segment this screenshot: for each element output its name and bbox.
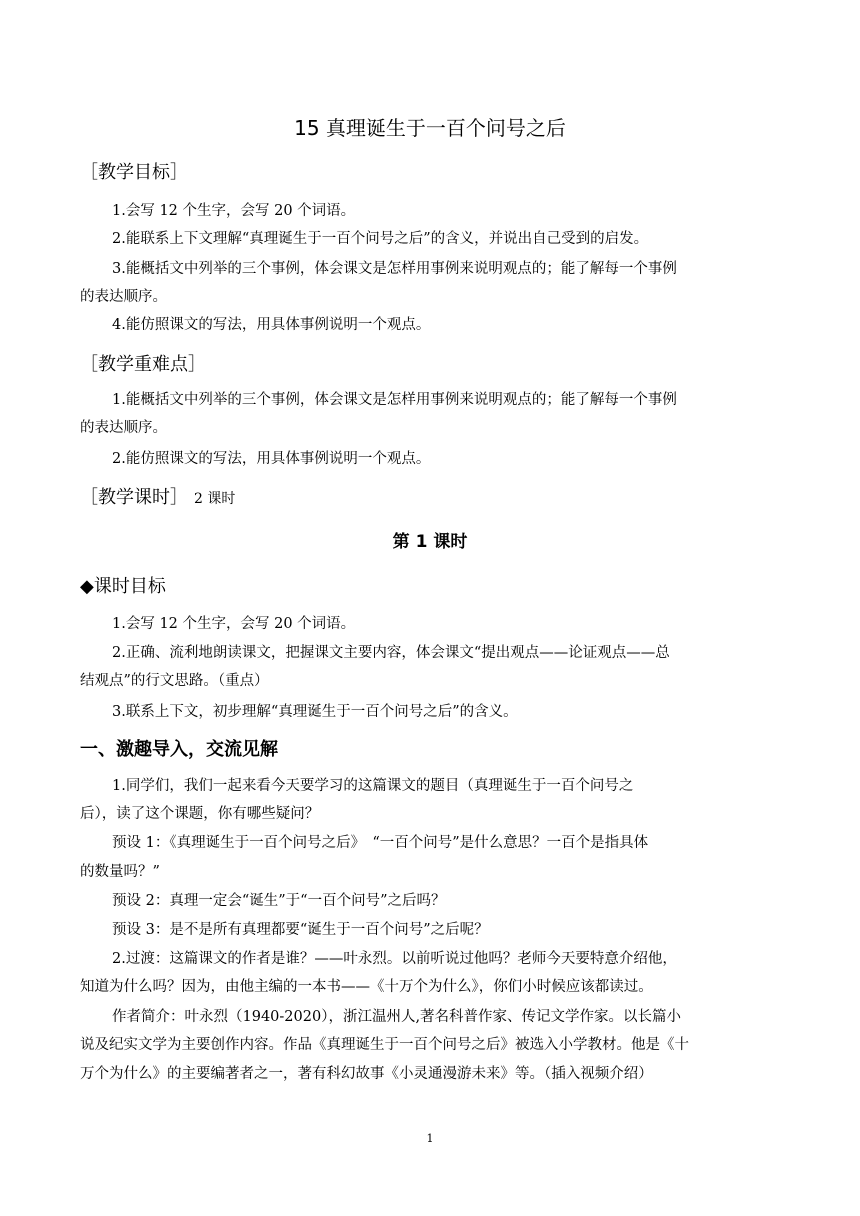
page-number: 1 (426, 1132, 434, 1145)
key-point-item-continued: 的表达顺序。 (80, 420, 167, 436)
part1-heading: 一、激趣导入，交流见解 (80, 739, 278, 760)
objectives-heading: ［教学目标］ (80, 162, 188, 183)
paragraph-line: 预设 1：《真理诞生于一百个问号之后》 “一百个问号”是什么意思？一百个是指具体 (112, 835, 649, 851)
paragraph-line: 的数量吗？” (80, 864, 160, 880)
key-point-item: 1.能概括文中列举的三个事例，体会课文是怎样用事例来说明观点的；能了解每一个事例 (112, 392, 677, 408)
lesson-goals-heading: ◆课时目标 (80, 576, 166, 597)
paragraph-line: 1.同学们，我们一起来看今天要学习的这篇课文的题目（真理诞生于一百个问号之 (112, 778, 634, 794)
paragraph-line: 后），读了这个课题，你有哪些疑问？ (80, 806, 320, 822)
objective-item: 3.能概括文中列举的三个事例，体会课文是怎样用事例来说明观点的；能了解每一个事例 (112, 261, 677, 277)
lesson-title: 第 1 课时 (392, 532, 468, 552)
key-points-heading: ［教学重难点］ (80, 354, 206, 375)
paragraph-line: 2.过渡：这篇课文的作者是谁？——叶永烈。以前听说过他吗？老师今天要特意介绍他， (112, 951, 677, 967)
periods-row (80, 485, 235, 512)
page-title: 15 真理诞生于一百个问号之后 (294, 116, 566, 140)
paragraph-line: 作者简介：叶永烈（1940-2020），浙江温州人,著名科普作家、传记文学作家。以长篇小 (112, 1009, 682, 1025)
key-point-item: 2.能仿照课文的写法，用具体事例说明一个观点。 (112, 451, 431, 467)
paragraph-line: 万个为什么》的主要编著者之一，著有科幻故事《小灵通漫游未来》等。（插入视频介绍） (80, 1066, 653, 1082)
objective-item-continued: 的表达顺序。 (80, 289, 167, 305)
objective-item: 4.能仿照课文的写法，用具体事例说明一个观点。 (112, 317, 431, 333)
objective-item: 1.会写 12 个生字，会写 20 个词语。 (112, 203, 356, 219)
paragraph-line: 说及纪实文学为主要创作内容。作品《真理诞生于一百个问号之后》被选入小学教材。他是《十 (80, 1037, 689, 1053)
lesson-goal-item-continued: 结观点”的行文思路。（重点） (80, 673, 269, 689)
paragraph-line: 预设 2：真理一定会“诞生”于“一百个问号”之后吗？ (112, 893, 446, 909)
periods-value: 2 课时 (194, 491, 236, 507)
paragraph-line: 预设 3：是不是所有真理都要“诞生于一百个问号”之后呢？ (112, 922, 489, 938)
periods-heading: ［教学课时］ (80, 487, 188, 508)
lesson-goal-item: 2.正确、流利地朗读课文，把握课文主要内容，体会课文“提出观点——论证观点——总 (112, 645, 670, 661)
paragraph-line: 知道为什么吗？因为，由他主编的一本书——《十万个为什么》，你们小时候应该都读过。 (80, 979, 653, 995)
lesson-goal-item: 3.联系上下文，初步理解“真理诞生于一百个问号之后”的含义。 (112, 704, 518, 720)
lesson-goal-item: 1.会写 12 个生字，会写 20 个词语。 (112, 616, 356, 632)
objective-item: 2.能联系上下文理解“真理诞生于一百个问号之后”的含义，并说出自己受到的启发。 (112, 231, 649, 247)
